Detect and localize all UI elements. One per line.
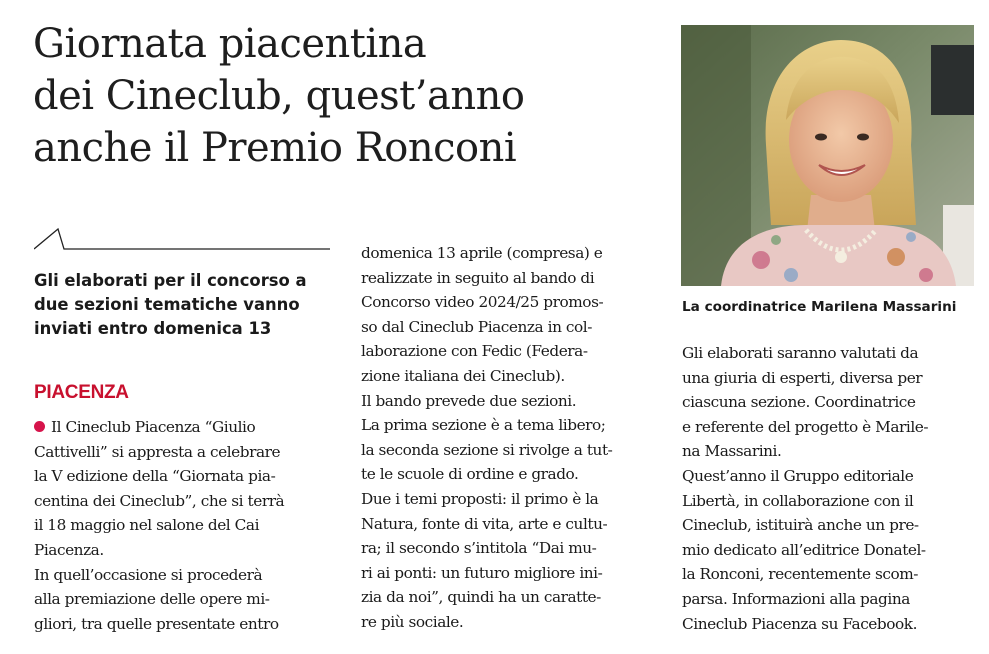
text-line: centina dei Cineclub”, che si terrà	[34, 491, 285, 510]
text-line: La prima sezione è a tema libero;	[361, 416, 606, 435]
text-line: Cattivelli” si appresta a celebrare	[34, 442, 281, 461]
subheadline-line: Gli elaborati per il concorso a	[34, 271, 307, 290]
text-line: ciascuna sezione. Coordinatrice	[682, 393, 916, 412]
text-line: la V edizione della “Giornata pia-	[34, 467, 276, 486]
text-line: zia da noi”, quindi ha un caratte-	[361, 588, 601, 607]
text-line: Piacenza.	[34, 540, 104, 559]
article-column-1	[34, 415, 334, 636]
dateline: PIACENZA	[34, 382, 129, 403]
text-line: ri ai ponti: un futuro migliore ini-	[361, 563, 603, 582]
text-line: Due i temi proposti: il primo è la	[361, 489, 599, 508]
photo-caption: La coordinatrice Marilena Massarini	[682, 299, 957, 315]
subheadline-line: inviati entro domenica 13	[34, 319, 272, 338]
portrait-illustration	[681, 25, 974, 286]
text-line: ra; il secondo s’intitola “Dai mu-	[361, 539, 597, 558]
text-line: Libertà, in collaborazione con il	[682, 491, 914, 510]
text-line: Natura, fonte di vita, arte e cultu-	[361, 514, 608, 533]
bullet-dot-icon	[34, 421, 45, 432]
text-line: una giuria di esperti, diversa per	[682, 368, 923, 387]
decorative-rule	[34, 226, 330, 250]
text-line: In quell’occasione si procederà	[34, 565, 263, 584]
headline-line: dei Cineclub, quest’anno	[33, 73, 525, 119]
headline-line: Giornata piacentina	[33, 21, 427, 67]
text-line: Cineclub Piacenza su Facebook.	[682, 614, 918, 633]
text-line: Il Cineclub Piacenza “Giulio	[34, 415, 334, 440]
text-line: la seconda sezione si rivolge a tut-	[361, 440, 613, 459]
subheadline-line: due sezioni tematiche vanno	[34, 295, 300, 314]
text-line: Concorso video 2024/25 promos-	[361, 293, 604, 312]
text-line: gliori, tra quelle presentate entro	[34, 614, 279, 633]
text-line: te le scuole di ordine e grado.	[361, 465, 579, 484]
text-line: realizzate in seguito al bando di	[361, 268, 595, 287]
text-line: e referente del progetto è Marile-	[682, 417, 929, 436]
text-line: parsa. Informazioni alla pagina	[682, 589, 910, 608]
text-line: Il bando prevede due sezioni.	[361, 391, 577, 410]
text-line: so dal Cineclub Piacenza in col-	[361, 317, 592, 336]
text-line: la Ronconi, recentemente scom-	[682, 565, 919, 584]
text-line: il 18 maggio nel salone del Cai	[34, 516, 260, 535]
text-line: Gli elaborati saranno valutati da	[682, 344, 919, 362]
text-line: alla premiazione delle opere mi-	[34, 590, 270, 609]
text-line: Quest’anno il Gruppo editoriale	[682, 466, 914, 485]
article-column-3	[682, 341, 982, 636]
text-line: na Massarini.	[682, 442, 782, 461]
text-line: domenica 13 aprile (compresa) e	[361, 244, 603, 262]
text-line: mio dedicato all’editrice Donatel-	[682, 540, 926, 559]
article-column-2	[361, 241, 661, 635]
text-line: Cineclub, istituirà anche un pre-	[682, 516, 919, 535]
subheadline	[34, 269, 334, 341]
portrait-photo	[681, 25, 974, 286]
headline	[33, 18, 663, 174]
text-line: re più sociale.	[361, 612, 464, 631]
headline-line: anche il Premio Ronconi	[33, 125, 517, 171]
text-line: zione italiana dei Cineclub).	[361, 366, 565, 385]
text-line: laborazione con Fedic (Federa-	[361, 342, 588, 361]
